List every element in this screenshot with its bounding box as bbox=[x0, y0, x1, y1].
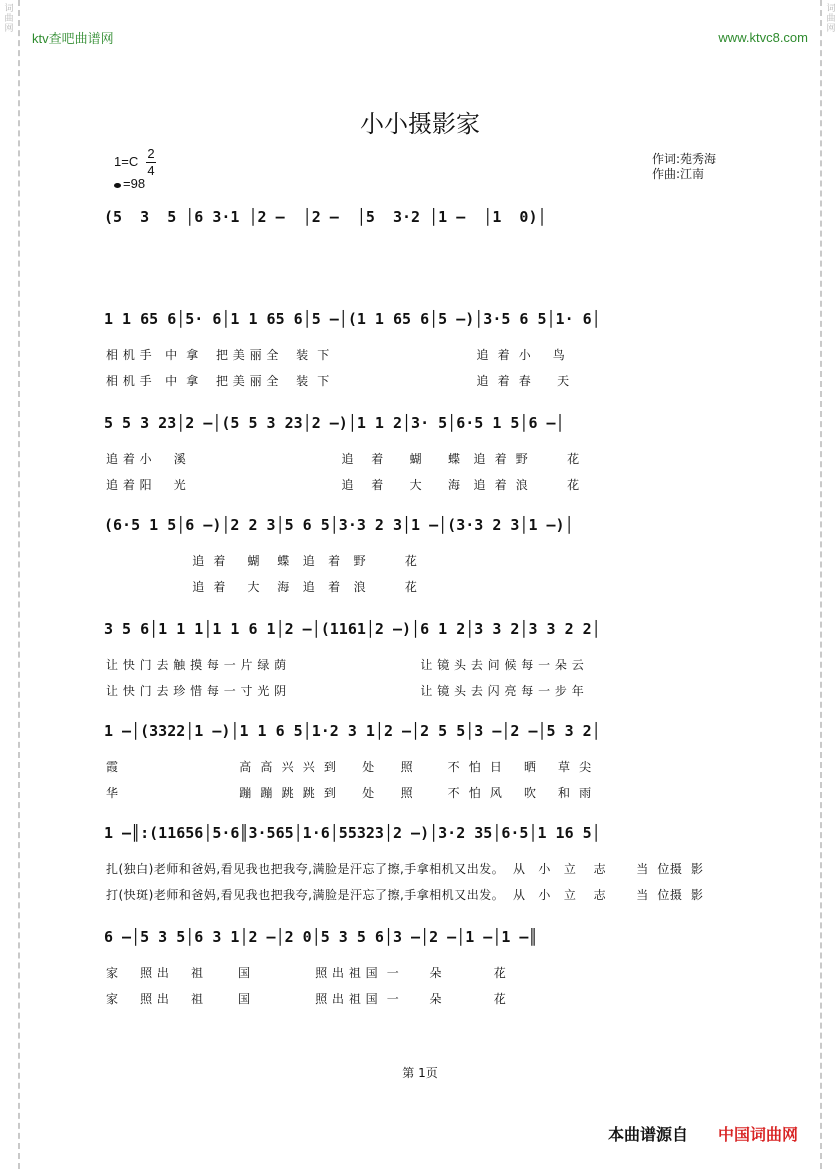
lyric-line: 相 机 手 中 拿 把 美 丽 全 装 下 追 着 小 鸟 bbox=[106, 348, 566, 362]
composer: 作曲:江南 bbox=[652, 167, 705, 181]
lyric-line: 追 着 阳 光 追 着 大 海 追 着 浪 花 bbox=[106, 478, 580, 492]
lyricist: 作词:苑秀海 bbox=[652, 152, 717, 166]
tempo-value: =98 bbox=[123, 176, 146, 191]
lyric-line: 打(快斑)老师和爸妈,看见我也把我夸,满脸是汗忘了擦,手拿相机又出发。 从 小 立 志 当 位摄 影 bbox=[106, 888, 704, 902]
watermark-text: 词曲网 bbox=[826, 4, 836, 34]
lyric-line: 让 快 门 去 珍 惜 每 一 寸 光 阴 让 镜 头 去 闪 亮 每 一 步 年 bbox=[106, 684, 585, 698]
notation-line: 1 –│(3322│1 –)│1 1 6 5│1·2 3 1│2 –│2 5 5│3 –│2 –│5 3 2│ bbox=[104, 722, 601, 740]
site-url-right[interactable]: www.ktvc8.com bbox=[718, 30, 808, 45]
lyric-line: 让 快 门 去 触 摸 每 一 片 绿 荫 让 镜 头 去 问 候 每 一 朵 云 bbox=[106, 658, 585, 672]
lyric-line: 家 照 出 祖 国 照 出 祖 国 一 朵 花 bbox=[106, 966, 507, 980]
lyric-line: 扎(独白)老师和爸妈,看见我也把我夸,满脸是汗忘了擦,手拿相机又出发。 从 小 立 志 当 位摄 影 bbox=[106, 862, 704, 876]
lyric-line: 追 着 小 溪 追 着 蝴 蝶 追 着 野 花 bbox=[106, 452, 580, 466]
notation-line: (5 3 5 │6 3·1 │2 – │2 – │5 3·2 │1 – │1 0)│ bbox=[104, 208, 547, 226]
time-signature-top: 2 bbox=[147, 146, 155, 161]
time-signature-bottom: 4 bbox=[147, 163, 155, 178]
notation-line: (6·5 1 5│6 –)│2 2 3│5 6 5│3·3 2 3│1 –│(3·3 2 3│1 –)│ bbox=[104, 516, 574, 534]
notation-line: 6 –│5 3 5│6 3 1│2 –│2 0│5 3 5 6│3 –│2 –│1 –│1 –║ bbox=[104, 928, 538, 946]
lyric-line: 家 照 出 祖 国 照 出 祖 国 一 朵 花 bbox=[106, 992, 507, 1006]
song-title: 小小摄影家 bbox=[360, 110, 480, 138]
quarter-note-icon bbox=[114, 183, 121, 188]
source-label: 本曲谱源自 bbox=[608, 1125, 689, 1144]
credits bbox=[652, 152, 716, 182]
key-signature: 1=C bbox=[114, 154, 139, 169]
lyric-line: 追 着 大 海 追 着 浪 花 bbox=[106, 580, 418, 594]
page-number: 第 1页 bbox=[402, 1066, 438, 1080]
lyric-line: 追 着 蝴 蝶 追 着 野 花 bbox=[106, 554, 418, 568]
time-signature bbox=[146, 146, 156, 179]
tempo-marking bbox=[114, 176, 145, 191]
lyric-line: 相 机 手 中 拿 把 美 丽 全 装 下 追 着 春 天 bbox=[106, 374, 570, 388]
notation-line: 3 5 6│1 1 1│1 1 6 1│2 –│(1161│2 –)│6 1 2│3 3 2│3 3 2 2│ bbox=[104, 620, 601, 638]
notation-line: 1 1 65 6│5· 6│1 1 65 6│5 –│(1 1 65 6│5 –)│3·5 6 5│1· 6│ bbox=[104, 310, 601, 328]
source-site-link[interactable]: 中国词曲网 bbox=[718, 1125, 799, 1144]
site-name-left[interactable]: ktv查吧曲谱网 bbox=[32, 31, 114, 46]
left-watermark-strip bbox=[0, 0, 20, 1169]
watermark-text: 词曲网 bbox=[4, 4, 14, 34]
notation-line: 5 5 3 23│2 –│(5 5 3 23│2 –)│1 1 2│3· 5│6·5 1 5│6 –│ bbox=[104, 414, 565, 432]
lyric-line: 华 蹦 蹦 跳 跳 到 处 照 不 怕 风 吹 和 雨 bbox=[106, 786, 592, 800]
lyric-line: 霞 高 高 兴 兴 到 处 照 不 怕 日 晒 草 尖 bbox=[106, 760, 592, 774]
notation-line: 1 –║:(11656│5·6║3·565│1·6│55323│2 –)│3·2 35│6·5│1 16 5│ bbox=[104, 824, 601, 842]
right-watermark-strip bbox=[820, 0, 840, 1169]
